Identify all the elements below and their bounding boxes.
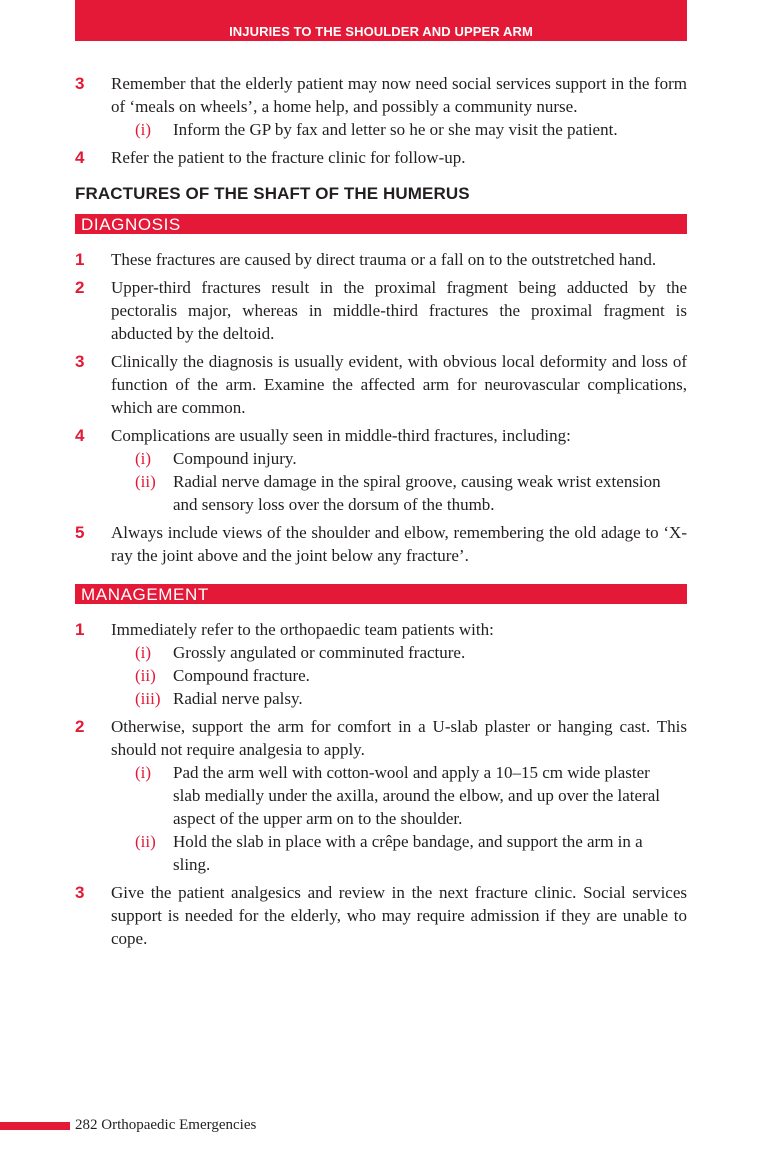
item-text: Upper-third fractures result in the proximal fragment being adducted by the pectoralis major, whereas in middle-third fractures the proximal fragment is abducted by the deltoid. [111, 278, 687, 343]
list-item [75, 350, 687, 419]
sub-item-numeral: (i) [135, 643, 152, 662]
list-item [75, 521, 687, 567]
sub-item-numeral: (i) [135, 120, 152, 139]
item-text: Always include views of the shoulder and elbow, remembering the old adage to ‘X-ray the joint above and the joint below any fracture’. [111, 523, 687, 565]
list-item [75, 146, 687, 169]
sub-item-text: Radial nerve palsy. [173, 689, 303, 708]
item-text: Clinically the diagnosis is usually evident, with obvious local deformity and loss of function of the arm. Examine the affected arm for neurovascular complications, which are common. [111, 352, 687, 417]
item-number: 1 [75, 620, 85, 639]
sub-item [111, 641, 687, 664]
management-heading: MANAGEMENT [75, 584, 687, 604]
sub-item-text: Compound injury. [173, 449, 297, 468]
page-content [75, 72, 687, 955]
item-number: 3 [75, 352, 85, 371]
sub-item-numeral: (i) [135, 763, 152, 782]
sub-item-numeral: (ii) [135, 666, 156, 685]
sub-item-text: Pad the arm well with cotton-wool and apply a 10–15 cm wide plaster slab medially under the axilla, around the elbow, and up over the lateral aspect of the upper arm on to the shoulder. [173, 763, 661, 828]
item-text: Refer the patient to the fracture clinic for follow-up. [111, 148, 466, 167]
sub-item [111, 830, 687, 876]
item-text: Remember that the elderly patient may now need social services support in the form of ‘meals on wheels’, a home help, and possibly a community nurse. [111, 74, 687, 116]
intro-list [75, 72, 687, 169]
running-head-title: INJURIES TO THE SHOULDER AND UPPER ARM [229, 24, 533, 39]
item-number: 4 [75, 148, 85, 167]
sub-item-numeral: (ii) [135, 832, 156, 851]
footer [75, 1117, 256, 1134]
item-number: 3 [75, 74, 85, 93]
section-title: FRACTURES OF THE SHAFT OF THE HUMERUS [75, 184, 470, 203]
item-number: 3 [75, 883, 85, 902]
sub-item [111, 470, 687, 516]
running-head [75, 0, 687, 41]
page-number: 282 [75, 1117, 98, 1133]
item-text: Give the patient analgesics and review in the next fracture clinic. Social services support is needed for the elderly, who may require admission if they are unable to cope. [111, 883, 687, 948]
item-text: Otherwise, support the arm for comfort in a U-slab plaster or hanging cast. This should not require analgesia to apply. [111, 717, 687, 759]
sub-item [111, 118, 687, 141]
list-item [75, 618, 687, 710]
item-number: 5 [75, 523, 85, 542]
list-item [75, 424, 687, 516]
item-number: 1 [75, 250, 85, 269]
sub-item-numeral: (ii) [135, 472, 156, 491]
management-list [75, 618, 687, 950]
list-item [75, 72, 687, 141]
list-item [75, 248, 687, 271]
sub-item-text: Radial nerve damage in the spiral groove, causing weak wrist extension and sensory loss over the dorsum of the thumb. [173, 472, 661, 514]
list-item [75, 881, 687, 950]
sub-item [111, 687, 687, 710]
sub-item [111, 664, 687, 687]
sub-item-text: Hold the slab in place with a crêpe bandage, and support the arm in a sling. [173, 832, 643, 874]
diagnosis-list [75, 248, 687, 567]
item-number: 4 [75, 426, 85, 445]
diagnosis-heading: DIAGNOSIS [75, 214, 687, 234]
item-number: 2 [75, 278, 85, 297]
list-item [75, 276, 687, 345]
list-item [75, 715, 687, 876]
item-text: These fractures are caused by direct trauma or a fall on to the outstretched hand. [111, 250, 657, 269]
sub-item-numeral: (i) [135, 449, 152, 468]
sub-item [111, 447, 687, 470]
sub-item-text: Inform the GP by fax and letter so he or she may visit the patient. [173, 120, 618, 139]
sub-item-text: Compound fracture. [173, 666, 310, 685]
footer-accent-bar [0, 1122, 70, 1130]
sub-item-numeral: (iii) [135, 689, 161, 708]
sub-item [111, 761, 687, 830]
book-title: Orthopaedic Emergencies [101, 1117, 257, 1133]
item-text: Immediately refer to the orthopaedic team patients with: [111, 620, 494, 639]
sub-item-text: Grossly angulated or comminuted fracture. [173, 643, 466, 662]
item-text: Complications are usually seen in middle-third fractures, including: [111, 426, 571, 445]
item-number: 2 [75, 717, 85, 736]
